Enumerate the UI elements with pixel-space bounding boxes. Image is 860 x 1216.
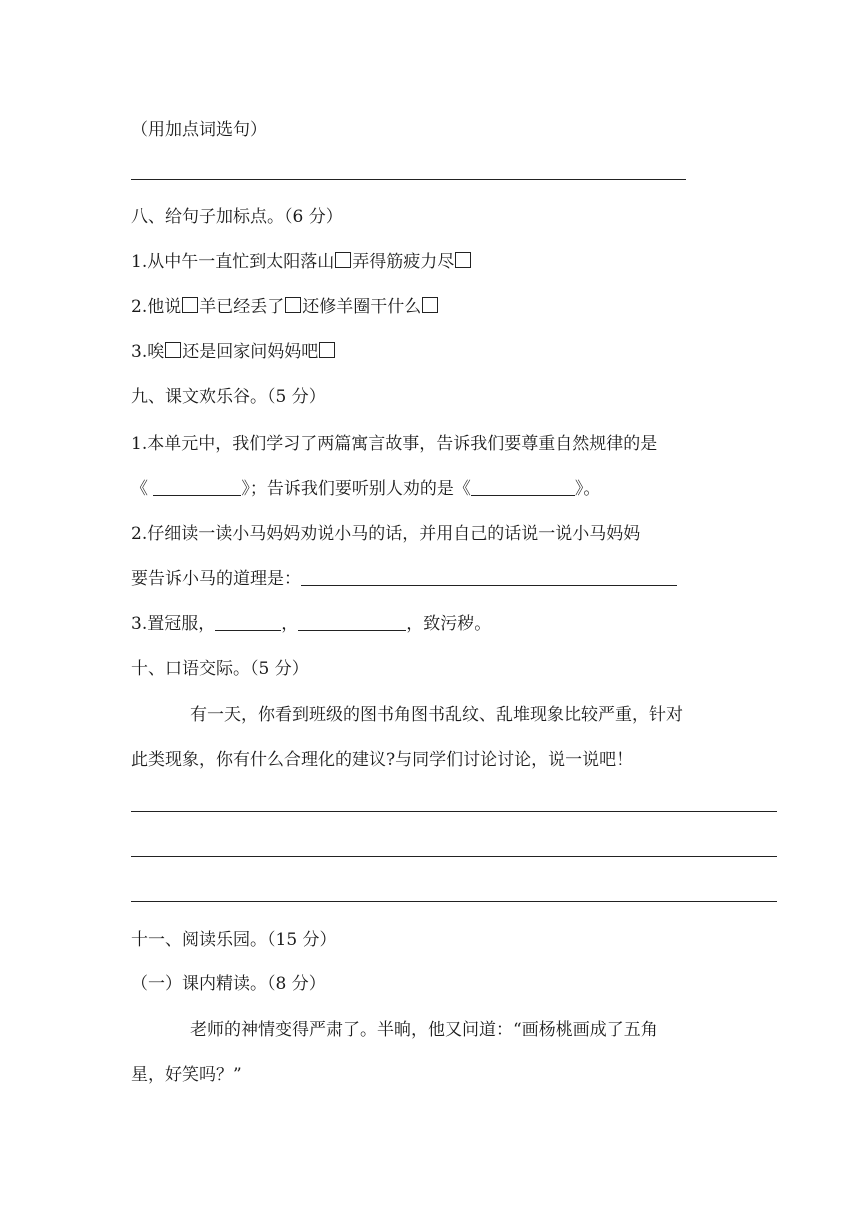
q9-item-1-line-2 [131,477,600,501]
q10-title: 十、口语交际。（5 分） [131,659,309,679]
punctuation-box[interactable] [165,342,181,358]
q8-item-3 [131,340,336,364]
q8-item-2-text-b: 羊已经丢了 [199,297,285,317]
q9-item-1-close: 》。 [574,479,601,499]
q8-item-1-text-b: 弄得筋疲力尽 [352,252,455,272]
q9-story-1-blank[interactable] [153,479,241,496]
punctuation-box[interactable] [455,252,471,268]
punctuation-box[interactable] [422,297,438,313]
q9-story-2-blank[interactable] [471,479,575,496]
q9-item-1-open-quote: 《 [131,479,148,499]
q9-item-3-blank-2[interactable] [298,614,406,631]
q8-item-3-text-a: 唉 [147,342,165,362]
q9-item-1-middle: 》；告诉我们要听别人劝的是《 [241,479,471,499]
q8-item-2-num: 2. [131,297,148,317]
q9-item-2-prompt: 要告诉小马的道理是： [131,569,301,589]
punctuation-box[interactable] [319,342,335,358]
q9-item-1-line-1: 1.本单元中，我们学习了两篇寓言故事，告诉我们要尊重自然规律的是 [131,434,658,454]
q8-item-2-text-a: 他说 [147,297,182,317]
q11-para-line-1: 老师的神情变得严肃了。半晌，他又问道：“画杨桃画成了五角 [190,1020,658,1040]
q10-para-line-1: 有一天，你看到班级的图书角图书乱纹、乱堆现象比较严重，针对 [190,705,683,725]
punctuation-box[interactable] [285,297,301,313]
q8-item-1-text-a: 从中午一直忙到太阳落山 [147,252,335,272]
q8-item-1-num: 1. [131,252,148,272]
q9-item-3-blank-1[interactable] [215,614,281,631]
punctuation-box[interactable] [335,252,351,268]
q11-para-line-2: 星，好笑吗？” [131,1065,242,1085]
q11-title: 十一、阅读乐园。（15 分） [131,930,337,950]
q8-title: 八、给句子加标点。（6 分） [131,207,343,227]
q9-item-2-line-1: 2.仔细读一读小马妈妈劝说小马的话，并用自己的话说一说小马妈妈 [131,524,641,544]
q10-para-line-2: 此类现象，你有什么合理化的建议?与同学们讨论讨论，说一说吧！ [131,750,634,770]
q9-title: 九、课文欢乐谷。（5 分） [131,387,326,407]
q9-item-2-blank[interactable] [301,569,677,586]
q8-item-1 [131,250,472,274]
q9-item-2-line-2 [131,567,677,591]
q8-item-3-text-b: 还是回家问妈妈吧 [182,342,319,362]
q9-item-3-text-a: 3.置冠服， [131,614,216,634]
q11-sub-title: （一）课内精读。（8 分） [131,974,326,994]
punctuation-box[interactable] [182,297,198,313]
q9-item-3 [131,612,491,636]
q8-item-2 [131,295,439,319]
q7-hint: （用加点词选句） [131,120,267,140]
q8-item-2-text-c: 还修羊圈干什么 [302,297,422,317]
q7-answer-line[interactable] [131,179,686,180]
q9-item-3-text-c: ，致污秽。 [406,614,492,634]
q9-item-3-text-b: ， [281,614,299,634]
q10-answer-line-1[interactable] [131,811,777,812]
q8-item-3-num: 3. [131,342,148,362]
q10-answer-line-3[interactable] [131,901,777,902]
q10-answer-line-2[interactable] [131,856,777,857]
